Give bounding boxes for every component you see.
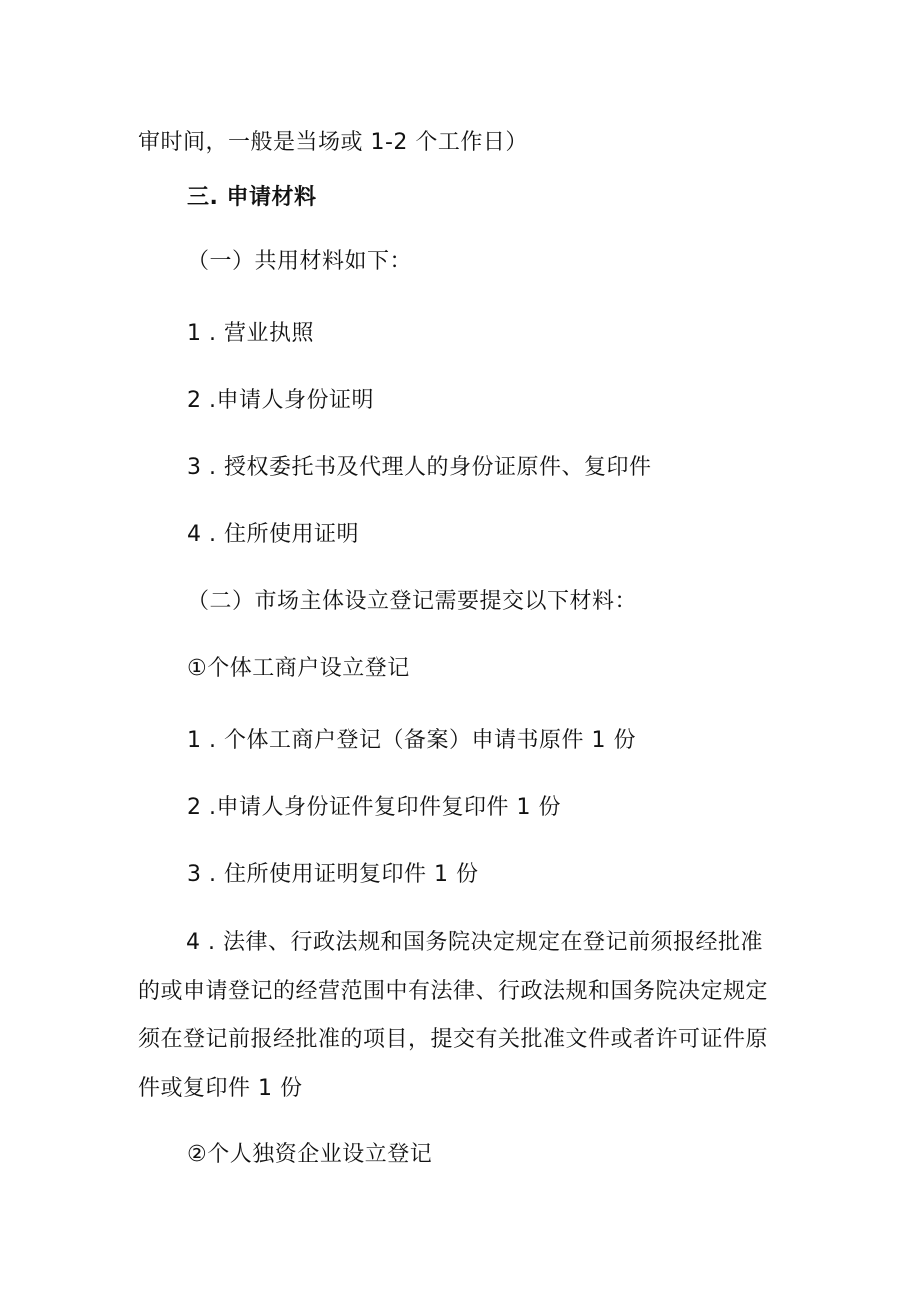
list-item: 3 . 授权委托书及代理人的身份证原件、复印件 [187, 455, 652, 480]
list-item: 3 . 住所使用证明复印件 1 份 [187, 862, 479, 887]
category-heading: ①个体工商户设立登记 [187, 656, 410, 681]
list-item: 1 . 个体工商户登记（备案）申请书原件 1 份 [187, 728, 636, 753]
subsection-heading-common: （一）共用材料如下： [187, 249, 413, 274]
list-item: 1 . 营业执照 [187, 321, 314, 346]
list-item: 4 . 住所使用证明 [187, 522, 359, 547]
paragraph-row: 须在登记前报经批准的项目，提交有关批准文件或者许可证件原 [138, 1027, 769, 1052]
paragraph-row: 4 . 法律、行政法规和国务院决定规定在登记前须报经批准 [186, 930, 763, 955]
paragraph-row: 的或申请登记的经营范围中有法律、行政法规和国务院决定规定 [138, 978, 769, 1004]
section-heading: 三. 申请材料 [187, 185, 317, 210]
continuation-line: 审时间，一般是当场或 1-2 个工作日） [138, 130, 528, 155]
list-item: 2 .申请人身份证件复印件复印件 1 份 [187, 795, 561, 820]
category-heading: ②个人独资企业设立登记 [187, 1142, 433, 1167]
paragraph-row: 件或复印件 1 份 [138, 1075, 303, 1101]
list-item-paragraph [138, 919, 798, 1113]
subsection-heading-establishment: （二）市场主体设立登记需要提交以下材料： [187, 589, 638, 614]
list-item: 2 .申请人身份证明 [187, 388, 374, 413]
